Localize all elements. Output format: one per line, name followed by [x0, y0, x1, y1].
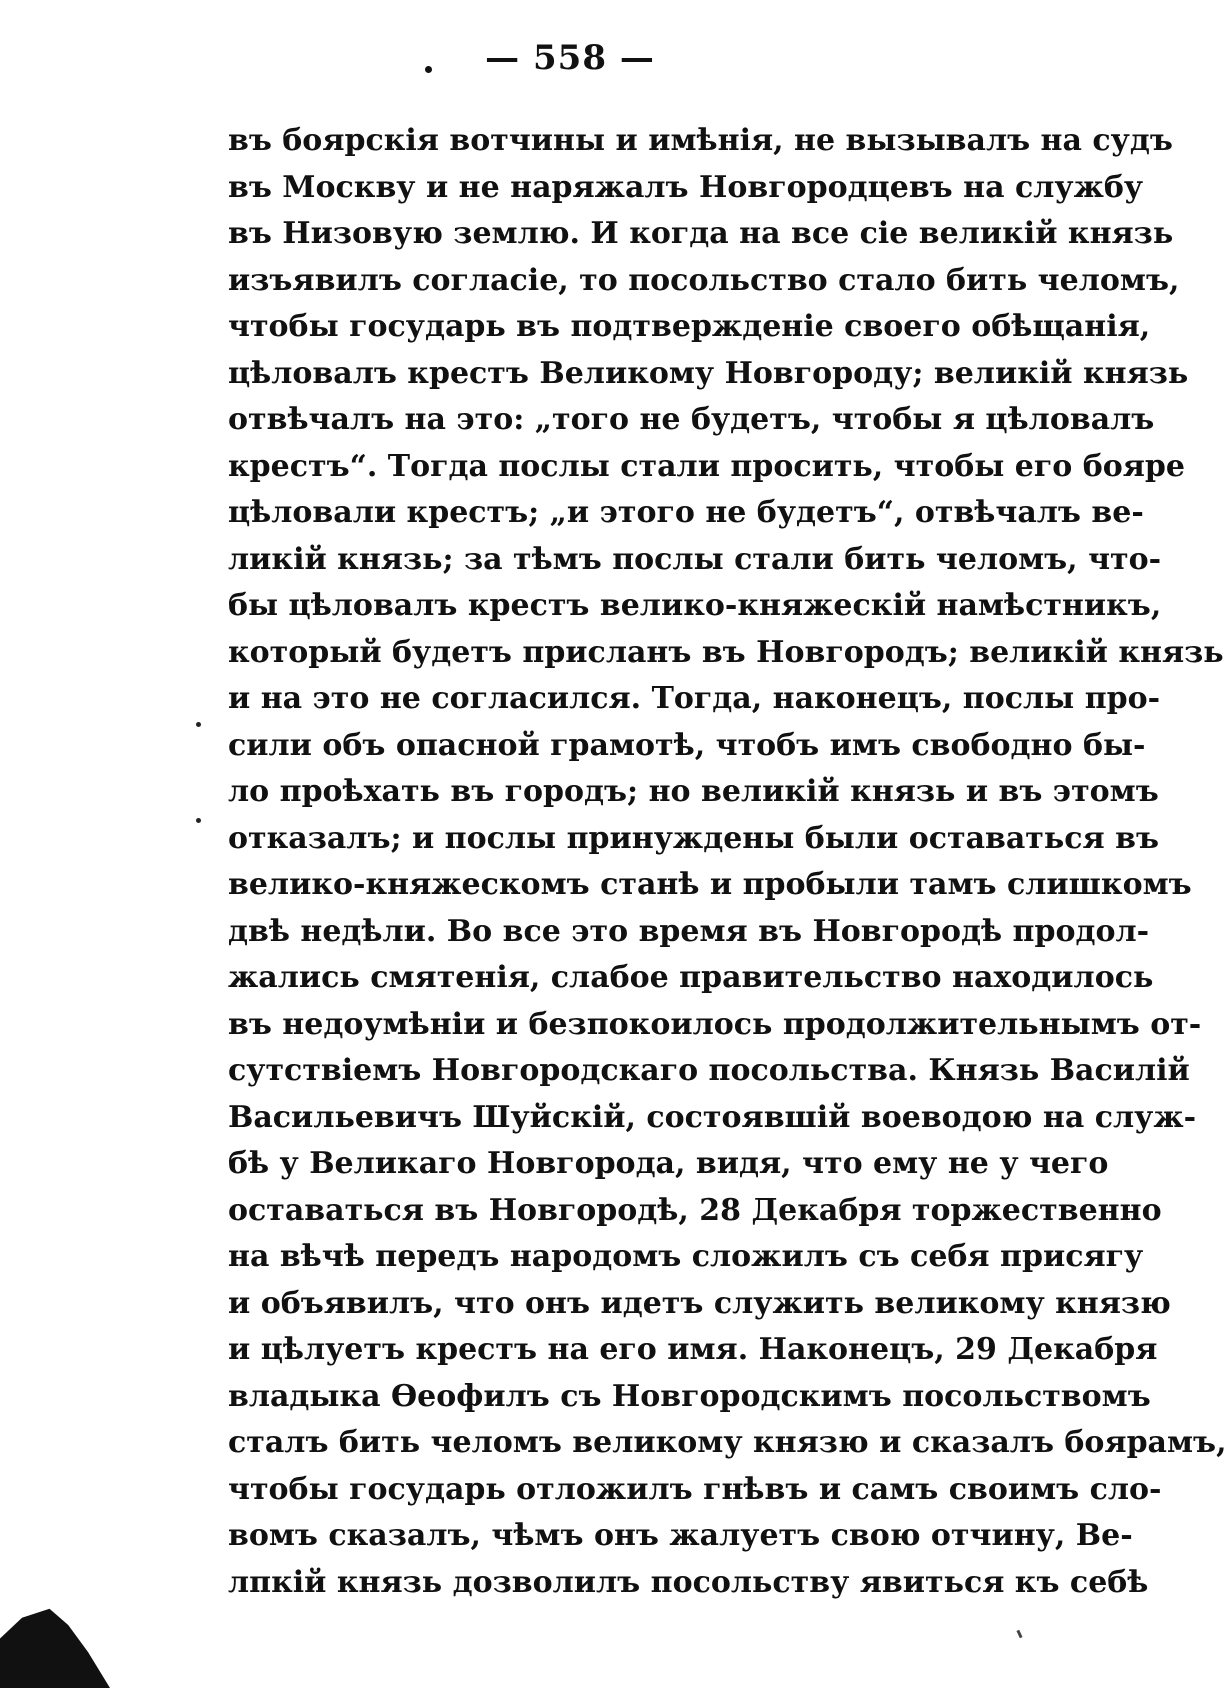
text-line: Васильевичъ Шуйскій, состоявшій воеводою на служ-	[228, 1099, 1197, 1135]
text-line: бѣ у Великаго Новгорода, видя, что ему не у чего	[228, 1146, 1109, 1181]
text-line: въ Низовую землю. И когда на все сіе великій князь	[228, 216, 1174, 251]
margin-dot	[425, 66, 432, 73]
margin-dot	[196, 722, 201, 727]
text-line: отказалъ; и послы принуждены были оставаться въ	[228, 820, 1159, 856]
text-line: ликій князь; за тѣмъ послы стали бить челомъ, что-	[228, 541, 1162, 577]
text-line: въ недоумѣніи и безпокоилось продолжительнымъ от-	[228, 1006, 1202, 1042]
text-line: сутствіемъ Новгородскаго посольства. Князь Василій	[228, 1053, 1190, 1088]
text-line: владыка Ѳеофилъ съ Новгородскимъ посольствомъ	[228, 1378, 1151, 1414]
text-line: оставаться въ Новгородѣ, 28 Декабря торжественно	[228, 1192, 1162, 1228]
text-line: чтобы государь въ подтвержденіе своего обѣщанія,	[228, 309, 1151, 344]
text-line: въ боярскія вотчины и имѣнія, не вызывалъ на судъ	[228, 123, 1173, 158]
text-line: вомъ сказалъ, чѣмъ онъ жалуетъ свою отчину, Ве-	[228, 1518, 1133, 1553]
text-line: велико-княжескомъ станѣ и пробыли тамъ слишкомъ	[228, 867, 1192, 902]
margin-dot	[196, 818, 201, 823]
ink-blot	[0, 1598, 110, 1688]
text-line: жались смятенія, слабое правительство находилось	[228, 960, 1154, 995]
ink-mark	[1016, 1630, 1022, 1639]
text-line: сталъ бить челомъ великому князю и сказалъ боярамъ,	[228, 1425, 1227, 1460]
text-line: и цѣлуетъ крестъ на его имя. Наконецъ, 29 Декабря	[228, 1332, 1158, 1367]
text-line: лпкій князь дозволилъ посольству явиться къ себѣ	[228, 1564, 1149, 1600]
text-line: крестъ“. Тогда послы стали просить, чтобы его бояре	[228, 448, 1185, 484]
text-line: сили объ опасной грамотѣ, чтобъ имъ свободно бы-	[228, 727, 1146, 763]
text-line: отвѣчалъ на это: „того не будетъ, чтобы я цѣловалъ	[228, 402, 1155, 437]
text-line: и на это не согласился. Тогда, наконецъ, послы про-	[228, 681, 1161, 716]
text-line: чтобы государь отложилъ гнѣвъ и самъ своимъ сло-	[228, 1471, 1162, 1507]
text-line: ло проѣхать въ городъ; но великій князь и въ этомъ	[228, 774, 1159, 809]
text-line: изъявилъ согласіе, то посольство стало бить челомъ,	[228, 262, 1180, 298]
text-line: и объявилъ, что онъ идетъ служить великому князю	[228, 1285, 1171, 1321]
text-line: цѣловалъ крестъ Великому Новгороду; великій князь	[228, 355, 1189, 391]
text-line: цѣловали крестъ; „и этого не будетъ“, отвѣчалъ ве-	[228, 495, 1144, 530]
text-line: двѣ недѣли. Во все это время въ Новгородѣ продол-	[228, 913, 1150, 949]
page-number: — 558 —	[485, 38, 655, 78]
text-line: который будетъ присланъ въ Новгородъ; великій князь	[228, 634, 1224, 670]
text-line: бы цѣловалъ крестъ велико-княжескій намѣстникъ,	[228, 588, 1162, 623]
text-line: въ Москву и не наряжалъ Новгородцевъ на службу	[228, 169, 1144, 205]
text-line: на вѣчѣ передъ народомъ сложилъ съ себя присягу	[228, 1239, 1144, 1274]
body-text	[228, 118, 1227, 1606]
